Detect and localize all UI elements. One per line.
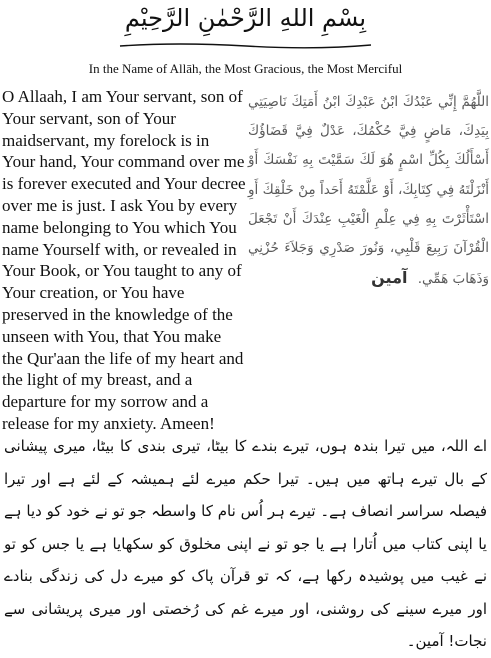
header bbox=[0, 0, 491, 84]
english-translation: O Allaah, I am Your servant, son of Your servant, son of Your maidservant, my forelock is in Your hand, Your command over me is forever executed and Your decree over me is just. I ask You by every name belonging to You which You name Yourself with, or revealed in Your Book, or You taught to any of Your creation, or You have preserved in the knowledge of the unseen with You, that You make the Qur'aan the life of my heart and the light of my breast, and a departure for my sorrow and a release for my anxiety. Ameen! bbox=[2, 87, 246, 433]
arabic-dua bbox=[248, 88, 489, 294]
bismillah-translation: In the Name of Allāh, the Most Gracious, the Most Merciful bbox=[88, 61, 403, 76]
arabic-ameen: آمين bbox=[371, 268, 408, 288]
arabic-dua-text: اللَّهُمَّ إِنِّي عَبْدُكَ ابْنُ عَبْدِكَ ابْنُ أَمَتِكَ نَاصِيَتِي بِيَدِكَ، مَاضٍ فِيَّ حُكْمُكَ، عَدْلٌ فِيَّ قَضَاؤُكَ أَسْأَلُكَ بِكُلِّ اسْمٍ هُوَ لَكَ سَمَّيْتَ بِهِ نَفْسَكَ أَوْ أَنْزَلْتَهُ فِي كِتَابِكَ، أَوْ عَلَّمْتَهُ أَحَداً مِنْ خَلْقِكَ أَوِ اسْتَأْثَرْتَ بِهِ فِي عِلْمِ الْغَيْبِ عِنْدَكَ أَنْ تَجْعَلَ الْقُرْآنَ رَبِيعَ قَلْبِي، وَنُورَ صَدْرِي وَجَلاَءَ حُزْنِي وَذَهَابَ هَمِّي. bbox=[248, 94, 489, 288]
bismillah-calligraphy: بِسْمِ اللهِ الرَّحْمٰنِ الرَّحِيْمِ bbox=[124, 4, 367, 32]
calligraphy-flourish bbox=[118, 40, 373, 50]
urdu-translation: اے اللہ، میں تیرا بندہ ہوں، تیرے بندے کا بیٹا، تیری بندی کا بیٹا، میری پیشانی کے بال تیرے ہاتھ میں ہیں۔ تیرا حکم میرے لئے ہمیشہ کے لئے ہے اور تیرا فیصلہ سراسر انصاف ہے۔ تیرے ہر اُس نام کا واسطہ جو تو نے خود کو دیا ہے یا اپنی کتاب میں اُتارا ہے یا جو تو نے اپنی مخلوق کو سکھایا ہے یا جس کو تو نے غیب میں پوشیدہ رکھا ہے، کہ تو قرآن پاک کو میرے دل کی زندگی بنادے اور میرے سینے کی روشنی، اور میرے غم کی رُخصتی اور میری پریشانی سے نجات! آمین۔ bbox=[4, 437, 487, 650]
